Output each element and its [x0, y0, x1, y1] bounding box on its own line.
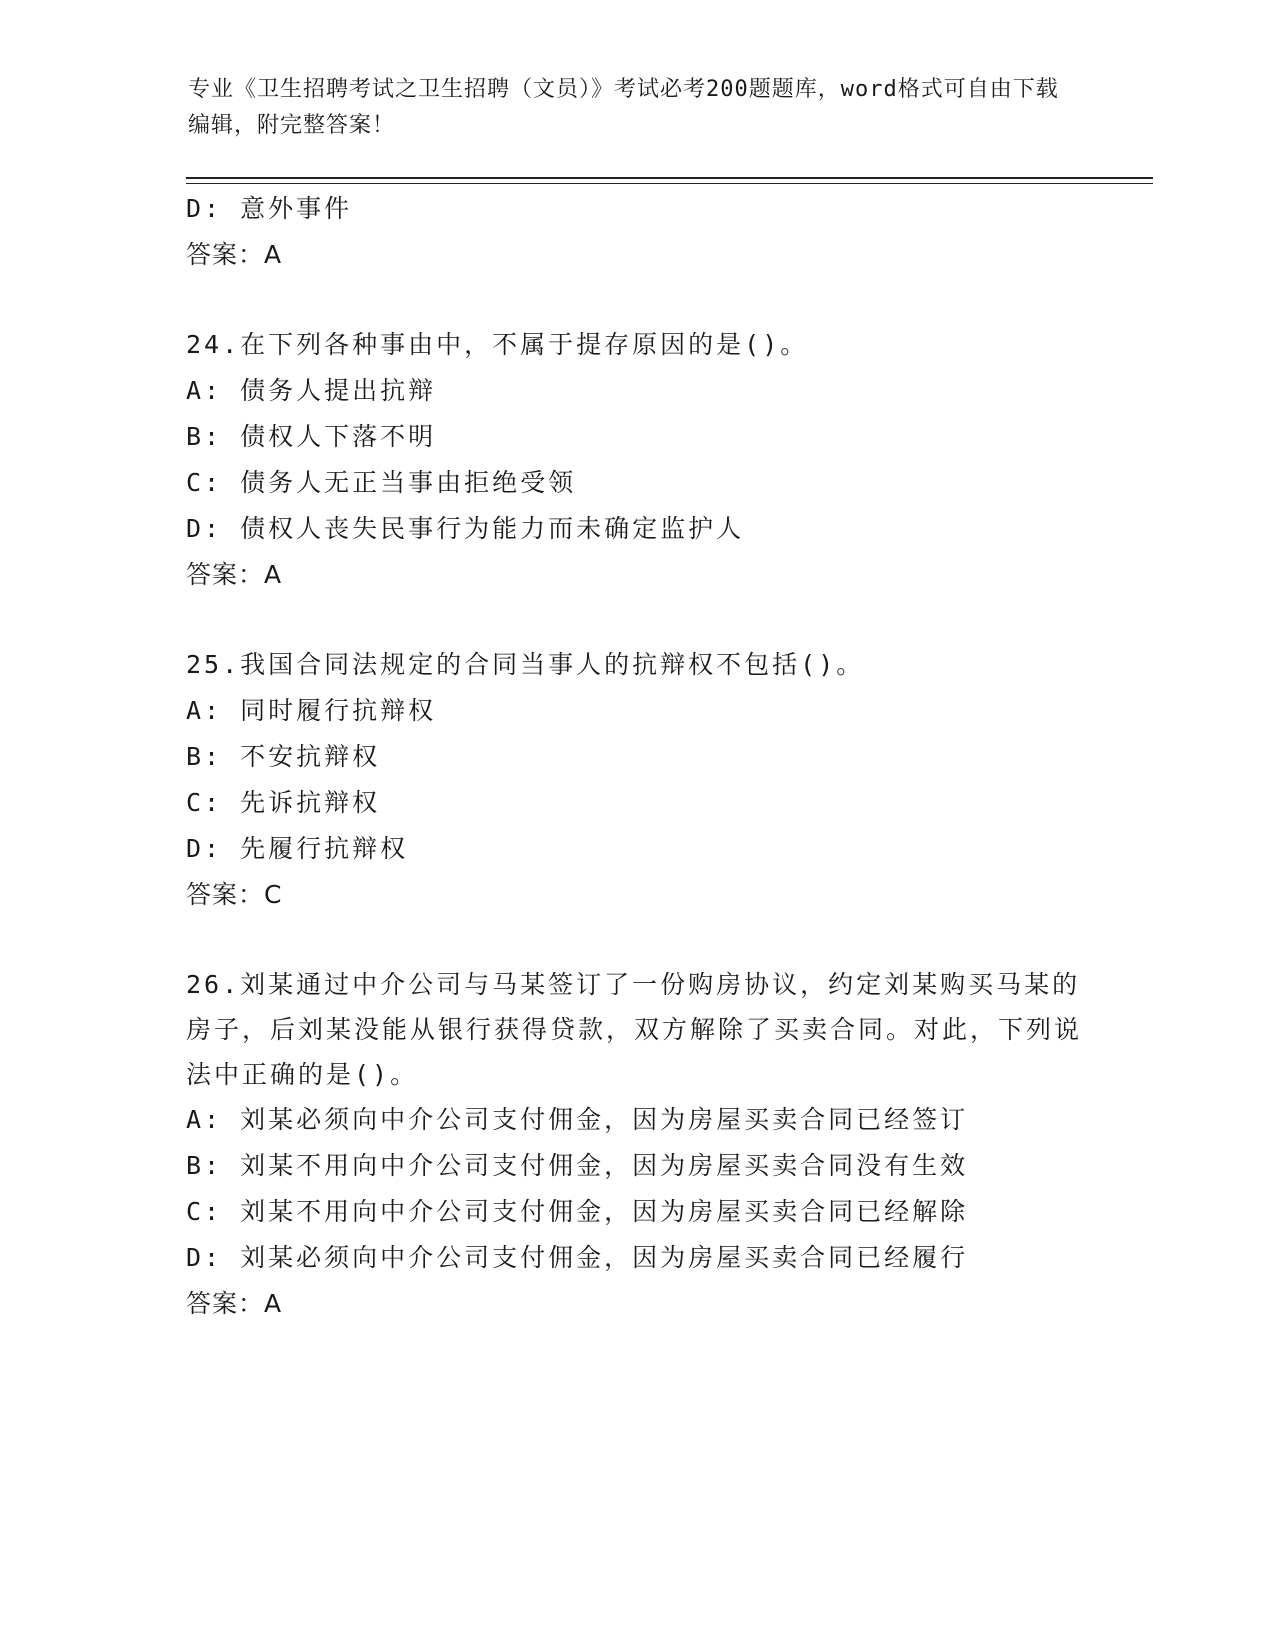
- option-d: D: 债权人丧失民事行为能力而未确定监护人: [186, 514, 745, 543]
- header-divider-thin: [186, 183, 1153, 184]
- question-text: 25.我国合同法规定的合同当事人的抗辩权不包括()。: [186, 650, 865, 679]
- answer: 答案：C: [186, 880, 283, 909]
- question-block-24: [186, 322, 1086, 598]
- answer: 答案：A: [186, 240, 283, 269]
- option-a: A: 刘某必须向中介公司支付佣金，因为房屋买卖合同已经签订: [186, 1105, 969, 1134]
- option-d: D: 刘某必须向中介公司支付佣金，因为房屋买卖合同已经履行: [186, 1243, 969, 1272]
- question-text: 26.刘某通过中介公司与马某签订了一份购房协议，约定刘某购买马某的房子，后刘某没能从银行获得贷款，双方解除了买卖合同。对此，下列说法中正确的是()。: [186, 970, 1083, 1089]
- option-b: B: 刘某不用向中介公司支付佣金，因为房屋买卖合同没有生效: [186, 1151, 969, 1180]
- header-divider-thick: [186, 177, 1153, 179]
- option-c: C: 债务人无正当事由拒绝受领: [186, 468, 577, 497]
- question-block-23: [186, 186, 1086, 278]
- question-block-25: [186, 642, 1086, 918]
- option-b: B: 债权人下落不明: [186, 422, 437, 451]
- spacer: [186, 598, 1086, 642]
- spacer: [186, 278, 1086, 322]
- question-list: [186, 186, 1086, 1327]
- option-a: A: 债务人提出抗辩: [186, 376, 437, 405]
- spacer: [186, 918, 1086, 962]
- answer: 答案：A: [186, 560, 283, 589]
- question-text: 24.在下列各种事由中，不属于提存原因的是()。: [186, 330, 809, 359]
- option-d: D: 意外事件: [186, 194, 353, 223]
- option-c: C: 先诉抗辩权: [186, 788, 381, 817]
- answer: 答案：A: [186, 1289, 283, 1318]
- header-intro-text: 专业《卫生招聘考试之卫生招聘（文员）》考试必考200题题库，word格式可自由下载编辑，附完整答案！: [188, 77, 1059, 138]
- option-a: A: 同时履行抗辩权: [186, 696, 437, 725]
- option-c: C: 刘某不用向中介公司支付佣金，因为房屋买卖合同已经解除: [186, 1197, 969, 1226]
- document-header: [188, 72, 1068, 144]
- option-b: B: 不安抗辩权: [186, 742, 381, 771]
- question-block-26: [186, 962, 1086, 1327]
- option-d: D: 先履行抗辩权: [186, 834, 409, 863]
